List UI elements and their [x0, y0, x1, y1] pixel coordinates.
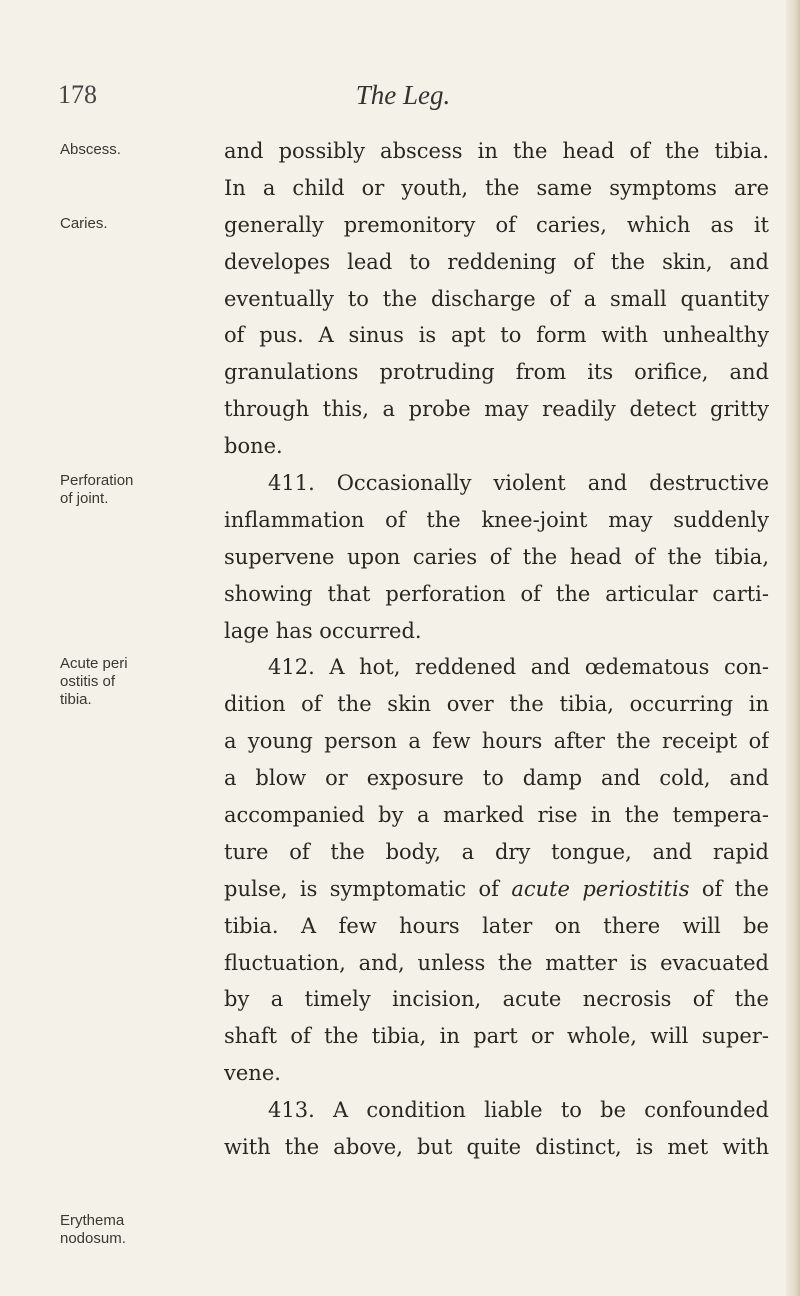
- text-segment: of the: [701, 876, 769, 901]
- text-line: granulations protruding from its orifice, and: [224, 360, 769, 385]
- text-line: vene.: [224, 1061, 281, 1086]
- text-line: lage has occurred.: [224, 618, 422, 643]
- paragraph-412-start: 412. A hot, reddened and œdematous con-: [268, 655, 769, 680]
- text-line: fluctuation, and, unless the matter is evacuated: [224, 950, 769, 975]
- text-line: supervene upon caries of the head of the tibia,: [224, 544, 769, 569]
- italic-term: acute periostitis: [511, 876, 690, 901]
- text-line: through this, a probe may readily detect gritty: [224, 397, 769, 422]
- text-line: and possibly abscess in the head of the tibia.: [224, 139, 769, 163]
- text-line: with the above, but quite distinct, is met with: [224, 1135, 769, 1160]
- text-line: showing that perforation of the articular carti-: [224, 581, 769, 606]
- page-number: 178: [58, 80, 97, 109]
- text-line: generally premonitory of caries, which as it: [224, 212, 769, 237]
- paragraph-413-start: 413. A condition liable to be confounded: [268, 1098, 769, 1123]
- text-line: tibia. A few hours later on there will be: [224, 913, 769, 938]
- margin-note-perforation: Perforation of joint.: [60, 472, 134, 507]
- text-line: ture of the body, a dry tongue, and rapid: [224, 839, 769, 864]
- text-line: dition of the skin over the tibia, occurring in: [224, 692, 769, 717]
- text-line-with-italic: [224, 871, 769, 908]
- margin-note-erythema: Erythema nodosum.: [60, 1212, 126, 1247]
- body-text: [224, 133, 769, 1166]
- margin-note-acute-periostitis: Acute peri ostitis of tibia.: [60, 655, 128, 708]
- text-line: of pus. A sinus is apt to form with unhealthy: [224, 323, 769, 348]
- running-title: The Leg.: [355, 80, 451, 110]
- text-line: inflammation of the knee-joint may suddenly: [224, 507, 769, 532]
- text-line: developes lead to reddening of the skin, and: [224, 249, 769, 274]
- text-line: bone.: [224, 434, 283, 459]
- text-line: accompanied by a marked rise in the tempera-: [224, 803, 769, 828]
- text-line: In a child or youth, the same symptoms are: [224, 175, 769, 200]
- page-edge-shadow: [786, 0, 800, 1296]
- text-line: by a timely incision, acute necrosis of the: [224, 987, 769, 1012]
- text-line: a blow or exposure to damp and cold, and: [224, 766, 769, 791]
- margin-note-caries: Caries.: [60, 215, 108, 232]
- text-line: eventually to the discharge of a small quantity: [224, 286, 769, 311]
- text-segment: pulse, is symptomatic of: [224, 876, 499, 901]
- text-line: a young person a few hours after the receipt of: [224, 729, 769, 754]
- paragraph-411-start: 411. Occasionally violent and destructive: [268, 471, 769, 496]
- text-line: shaft of the tibia, in part or whole, will super-: [224, 1024, 769, 1049]
- margin-note-abscess: Abscess.: [60, 141, 121, 158]
- page-header: [58, 80, 748, 120]
